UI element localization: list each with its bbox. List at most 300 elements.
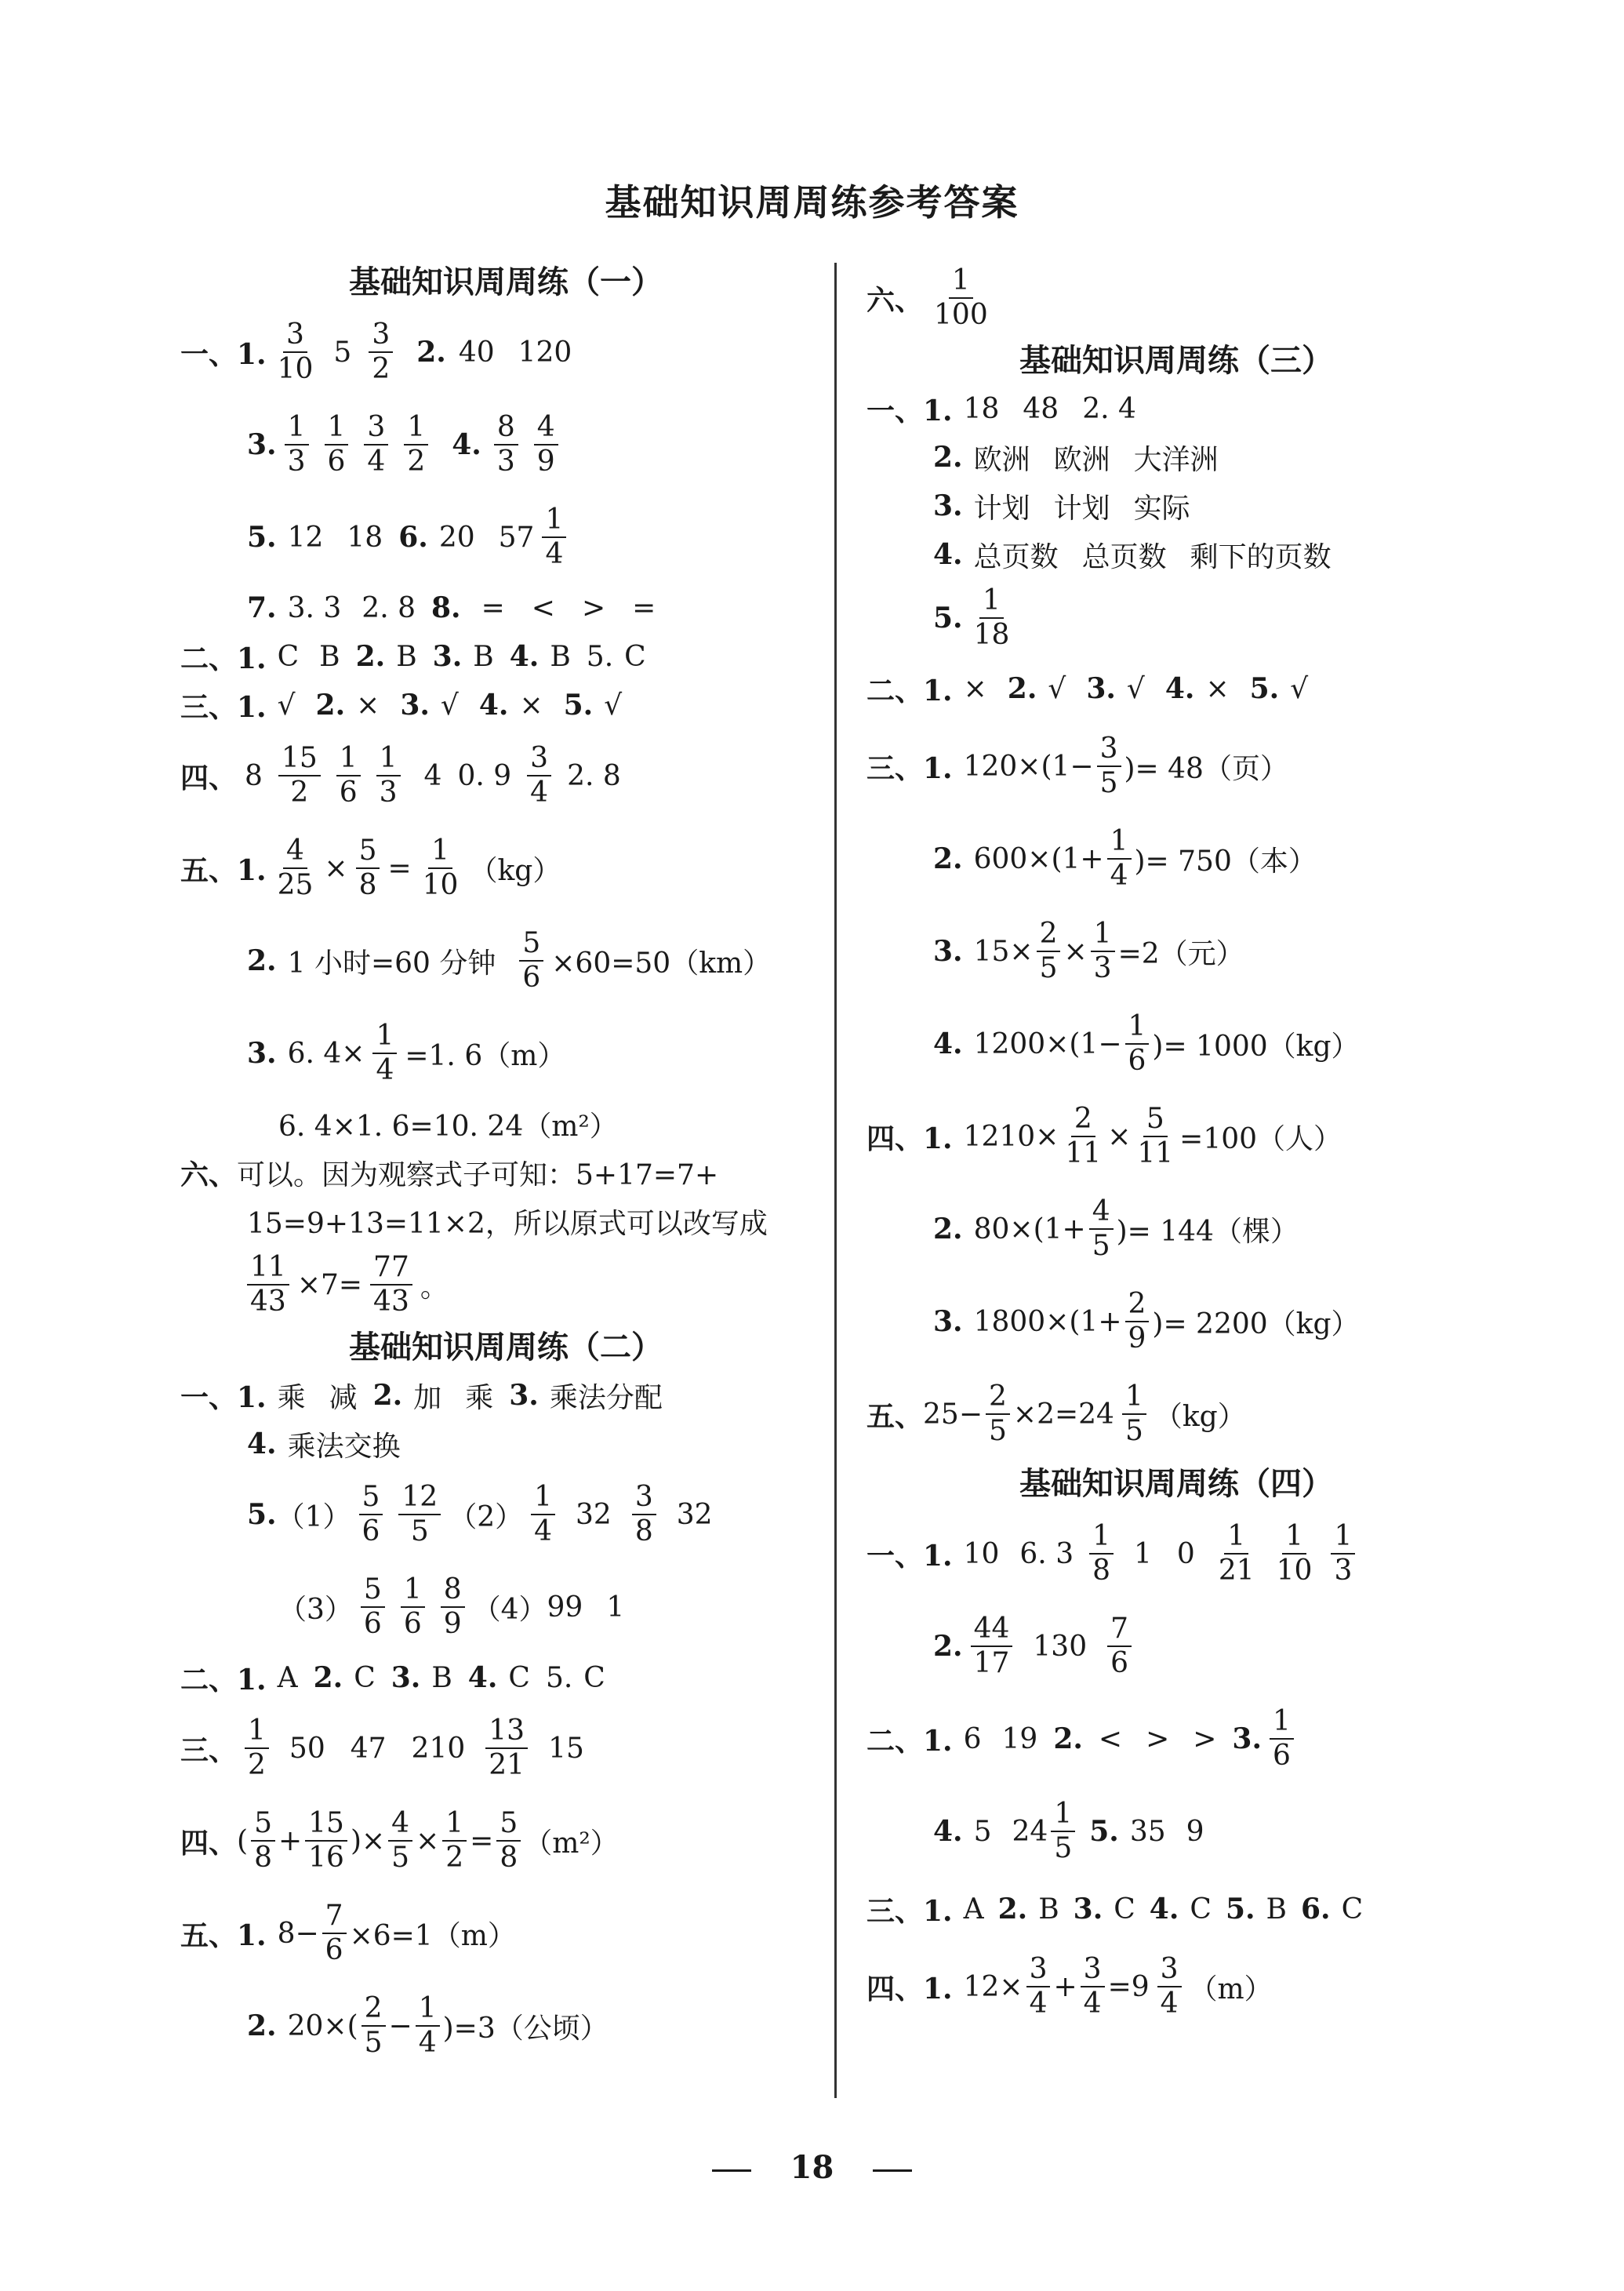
answer-text: 乘法交换 <box>287 1430 401 1463</box>
fraction <box>245 1716 269 1780</box>
denominator: 6 <box>325 1934 343 1966</box>
fraction <box>1107 827 1132 891</box>
numerator: 3 <box>1157 1955 1182 1987</box>
answer-text: )× <box>350 1824 386 1857</box>
answer-text: 2. <box>933 1213 963 1246</box>
fraction <box>1125 1012 1150 1076</box>
answer-text: 1 <box>606 1591 625 1624</box>
denominator: 10 <box>1276 1555 1313 1587</box>
answer-text: √ <box>1048 672 1066 705</box>
answer-text: 2. <box>933 1630 963 1663</box>
numerator: 2 <box>986 1382 1010 1415</box>
answer-text: 5. <box>563 689 594 722</box>
answer-text: = <box>632 591 656 624</box>
answer-text: 120×(1− <box>963 750 1094 783</box>
answer-line <box>180 1980 831 2072</box>
answer-text: 2. <box>933 441 963 474</box>
numerator: 8 <box>494 413 518 445</box>
answer-text: = <box>470 1824 494 1857</box>
numerator: 3 <box>1081 1955 1105 1987</box>
answer-text: 计划 <box>973 492 1030 525</box>
answer-text: C <box>508 1661 530 1694</box>
numerator: 1 <box>372 1021 397 1054</box>
answer-text: 4. <box>467 1661 498 1694</box>
numerator: 1 <box>428 836 452 869</box>
fraction <box>359 1482 383 1547</box>
numerator: 1 <box>442 1809 467 1842</box>
numerator: 5 <box>1143 1104 1168 1137</box>
answer-text: ×60=50（km） <box>551 947 772 980</box>
numerator: 5 <box>251 1809 275 1842</box>
answer-text: 二、1. <box>866 674 953 707</box>
answer-text: 6. <box>1301 1893 1331 1926</box>
answer-line <box>180 632 831 681</box>
numerator: 1 <box>1282 1522 1306 1555</box>
fraction <box>1089 1522 1114 1586</box>
answer-line <box>180 1246 831 1324</box>
answer-text: 1800×(1+ <box>973 1305 1122 1338</box>
fraction <box>305 1809 347 1873</box>
denominator: 5 <box>1092 1230 1110 1262</box>
answer-text: 5 <box>973 1815 992 1848</box>
numerator: 4 <box>283 836 307 869</box>
answer-text: × <box>963 672 987 705</box>
answer-text: 2. <box>355 640 386 673</box>
denominator: 9 <box>536 445 555 478</box>
numerator: 5 <box>359 1482 383 1515</box>
fraction <box>369 320 393 384</box>
answer-text: 五、 <box>866 1399 924 1433</box>
answer-text: √ <box>1126 672 1145 705</box>
answer-text: 3. <box>432 640 463 673</box>
denominator: 2 <box>248 1749 266 1781</box>
answer-text: ×2=24 <box>1012 1398 1114 1431</box>
denominator: 6 <box>339 776 358 809</box>
denominator: 5 <box>1054 1832 1073 1864</box>
numerator: 1 <box>1270 1707 1294 1740</box>
answer-text: 一、1. <box>180 1380 267 1414</box>
answer-text: 6. 4× <box>287 1037 365 1070</box>
answer-line <box>180 1100 831 1148</box>
fraction <box>370 1253 412 1317</box>
answer-text: 32 <box>576 1498 612 1531</box>
fraction <box>1091 919 1115 984</box>
answer-text: C <box>277 640 300 673</box>
answer-line <box>866 259 1486 337</box>
answer-text: 600×(1+ <box>973 842 1104 875</box>
denominator: 3 <box>287 445 306 478</box>
numerator: 77 <box>370 1253 412 1286</box>
denominator: 4 <box>1029 1987 1048 2020</box>
answer-text: 一、1. <box>866 1539 953 1573</box>
denominator: 9 <box>1128 1322 1146 1355</box>
numerator: 3 <box>283 320 307 353</box>
answer-text: 一、1. <box>180 337 267 371</box>
section-heading-3: 基础知识周周练（三） <box>1019 342 1333 379</box>
answer-text: > <box>1193 1722 1217 1755</box>
answer-text: × <box>1205 672 1230 705</box>
answer-line <box>866 1878 1486 1940</box>
answer-text: 3. <box>400 689 430 722</box>
left-column <box>180 259 831 2072</box>
denominator: 4 <box>1160 1987 1179 2020</box>
fraction <box>404 413 428 477</box>
answer-line <box>180 1468 831 1561</box>
answer-line <box>180 1148 831 1197</box>
denominator: 10 <box>422 869 459 901</box>
answer-line <box>180 915 831 1007</box>
answer-text: （2） <box>449 1500 524 1533</box>
answer-line <box>866 1940 1486 2033</box>
answer-line <box>866 1275 1486 1368</box>
answer-text: A <box>963 1893 984 1926</box>
answer-line <box>180 306 831 398</box>
answer-line <box>180 1795 831 1887</box>
answer-text: 2. <box>313 1661 343 1694</box>
numerator: 1 <box>285 413 309 445</box>
answer-text: 130 <box>1033 1630 1088 1663</box>
fraction <box>531 1482 555 1547</box>
answer-text: 48 <box>1023 392 1059 425</box>
numerator: 5 <box>356 836 380 869</box>
denominator: 6 <box>327 445 346 478</box>
answer-text: × <box>1107 1120 1132 1153</box>
answer-text: = <box>481 591 505 624</box>
fraction <box>1062 1104 1104 1169</box>
answer-text: 二、1. <box>866 1724 953 1758</box>
answer-text: 4. <box>1149 1893 1179 1926</box>
denominator: 5 <box>989 1415 1007 1447</box>
dash-left <box>712 2169 751 2172</box>
answer-text: 欧洲 <box>1053 443 1110 476</box>
fraction <box>278 744 321 808</box>
denominator: 5 <box>410 1515 429 1547</box>
answer-text: 1200×(1− <box>973 1027 1122 1060</box>
fraction <box>632 1482 656 1547</box>
answer-text: 4. <box>452 428 481 461</box>
answer-text: 4. <box>1164 672 1195 705</box>
answer-text: √ <box>277 689 296 722</box>
denominator: 8 <box>500 1842 518 1874</box>
answer-text: 2. 8 <box>361 591 416 624</box>
fraction <box>376 744 401 808</box>
fraction <box>1089 1197 1114 1261</box>
answer-line <box>866 579 1486 657</box>
answer-text: × <box>1063 935 1088 968</box>
answer-text: 3. <box>933 1305 963 1338</box>
numerator: 3 <box>364 413 388 445</box>
answer-text: 三、1. <box>180 690 267 724</box>
answer-text: 120 <box>518 336 572 369</box>
answer-text: 2. <box>247 944 277 977</box>
answer-text: 6. <box>398 521 428 554</box>
numerator: 2 <box>361 1994 386 2027</box>
fraction <box>274 836 317 900</box>
denominator: 6 <box>522 962 541 994</box>
answer-text: )= 144（棵） <box>1116 1215 1299 1248</box>
numerator: 3 <box>1097 734 1121 767</box>
fraction <box>931 266 991 330</box>
answer-text: 4. <box>478 689 509 722</box>
denominator: 8 <box>254 1842 272 1874</box>
answer-text: 15× <box>973 935 1034 968</box>
fraction <box>485 1716 528 1780</box>
answer-text: 210 <box>411 1732 466 1765</box>
answer-text: 4 <box>423 759 442 792</box>
denominator: 6 <box>361 1515 380 1547</box>
numerator: 1 <box>404 413 428 445</box>
answer-text: 6. 3 <box>1019 1537 1074 1570</box>
answer-text: 5. <box>933 602 963 635</box>
numerator: 3 <box>527 744 551 776</box>
answer-line <box>866 1183 1486 1275</box>
answer-text: 减 <box>329 1381 358 1414</box>
fraction <box>986 1382 1010 1446</box>
numerator: 13 <box>485 1716 528 1749</box>
numerator: 3 <box>632 1482 656 1515</box>
answer-text: = <box>387 852 412 885</box>
answer-text: ( <box>237 1824 249 1857</box>
numerator: 44 <box>971 1614 1013 1647</box>
answer-text: 二、1. <box>180 1663 267 1696</box>
numerator: 15 <box>278 744 321 776</box>
answer-text: 50 <box>289 1732 325 1765</box>
answer-text: 47 <box>350 1732 387 1765</box>
numerator: 1 <box>416 1994 440 2027</box>
fraction <box>542 505 566 569</box>
fraction <box>1097 734 1121 798</box>
answer-text: 实际 <box>1133 492 1190 525</box>
answer-text: 4. <box>933 538 963 571</box>
numerator: 1 <box>376 744 401 776</box>
answer-line <box>180 1887 831 1980</box>
fraction <box>1051 1799 1075 1864</box>
answer-text: )= 750（本） <box>1134 845 1317 878</box>
fraction <box>322 1901 347 1966</box>
numerator: 1 <box>1125 1012 1150 1045</box>
fraction <box>247 1253 289 1317</box>
answer-text: A <box>277 1661 298 1694</box>
answer-text: 2. 4 <box>1082 392 1136 425</box>
answer-text: 欧洲 <box>973 443 1030 476</box>
answer-text: 18 <box>963 392 1000 425</box>
numerator: 1 <box>401 1575 425 1608</box>
answer-line <box>866 1693 1486 1785</box>
answer-text: 四、1. <box>866 1122 953 1155</box>
answer-text: 0 <box>1176 1537 1195 1570</box>
denominator: 3 <box>379 776 398 809</box>
answer-text: − <box>388 2009 412 2042</box>
numerator: 4 <box>388 1809 412 1842</box>
answer-text: 剩下的页数 <box>1190 540 1332 573</box>
answer-text: 六、 <box>866 283 924 317</box>
answer-text: 5. <box>545 1661 573 1694</box>
answer-line <box>866 1368 1486 1460</box>
answer-text: C <box>583 1661 605 1694</box>
denominator: 4 <box>534 1515 553 1547</box>
denominator: 2 <box>445 1842 464 1874</box>
numerator: 4 <box>534 413 558 445</box>
fraction <box>441 1575 465 1639</box>
numerator: 1 <box>1107 827 1132 860</box>
denominator: 43 <box>373 1286 409 1318</box>
answer-text: √ <box>440 689 459 722</box>
denominator: 8 <box>358 869 377 901</box>
answer-text: 99 <box>547 1591 583 1624</box>
answer-text: 20 <box>438 521 475 554</box>
answer-text: （1） <box>276 1500 351 1533</box>
answer-text: 3. <box>391 1661 421 1694</box>
answer-text: 18 <box>347 521 383 554</box>
numerator: 5 <box>519 929 543 962</box>
fraction <box>372 1021 397 1085</box>
fraction <box>1270 1707 1294 1771</box>
answer-text: 6 <box>963 1722 982 1755</box>
answer-text: 3. <box>933 489 963 522</box>
answer-line <box>180 1197 831 1246</box>
numerator: 1 <box>245 1716 269 1749</box>
denominator: 3 <box>1093 952 1112 984</box>
answer-text: 3. <box>509 1379 539 1412</box>
fraction <box>1037 919 1061 984</box>
numerator: 5 <box>361 1575 385 1608</box>
fraction <box>251 1809 275 1873</box>
answer-text: B <box>550 640 571 673</box>
denominator: 8 <box>1092 1555 1111 1587</box>
fraction <box>1107 1614 1132 1678</box>
answer-text: 四、 <box>180 761 238 795</box>
answer-text: =9 <box>1107 1970 1150 2003</box>
numerator: 1 <box>1331 1522 1355 1555</box>
answer-text: × <box>416 1824 440 1857</box>
answer-line <box>866 1600 1486 1693</box>
answer-line <box>866 384 1486 433</box>
fraction <box>416 1994 440 2058</box>
answer-text: C <box>1190 1893 1212 1926</box>
fraction <box>971 586 1013 650</box>
answer-text: B <box>473 640 494 673</box>
numerator: 1 <box>979 586 1004 619</box>
fraction <box>1122 1382 1146 1446</box>
answer-text: B <box>396 640 417 673</box>
answer-text: 加 <box>413 1381 442 1414</box>
answer-text: 35 <box>1129 1815 1166 1848</box>
denominator: 3 <box>1334 1555 1353 1587</box>
answer-text: B <box>431 1661 452 1694</box>
answer-text: B <box>1038 1893 1059 1926</box>
answer-line <box>180 1702 831 1795</box>
denominator: 5 <box>1039 952 1058 984</box>
right-column <box>866 259 1486 2033</box>
answer-text: 4. <box>933 1027 963 1060</box>
answer-text: 19 <box>1001 1722 1038 1755</box>
fraction <box>1273 1522 1316 1586</box>
denominator: 11 <box>1065 1137 1102 1169</box>
answer-text: 12× <box>963 1970 1023 2003</box>
denominator: 21 <box>1218 1555 1255 1587</box>
page-title: 基础知识周周练参考答案 <box>605 181 1019 224</box>
denominator: 17 <box>973 1647 1010 1679</box>
fraction <box>274 320 317 384</box>
answer-line <box>180 1007 831 1100</box>
answer-text: 5. <box>1249 672 1280 705</box>
answer-line <box>180 681 831 729</box>
numerator: 1 <box>1089 1522 1114 1555</box>
answer-text: 5. <box>586 640 614 673</box>
answer-text: 18 <box>790 2149 834 2186</box>
answer-text: 2. <box>247 2009 277 2042</box>
denominator: 100 <box>934 299 988 331</box>
answer-text: 总页数 <box>973 540 1059 573</box>
answer-text: )= 1000（kg） <box>1152 1030 1360 1063</box>
answer-text: 3. <box>1232 1722 1263 1755</box>
numerator: 1 <box>1224 1522 1248 1555</box>
answer-text: 5 <box>333 336 352 369</box>
fraction <box>398 1482 441 1547</box>
answer-text: 乘 <box>277 1381 306 1414</box>
answer-text: < <box>1098 1722 1123 1755</box>
answer-text: 2. <box>933 842 963 875</box>
numerator: 1 <box>1122 1382 1146 1415</box>
answer-text: 57 <box>498 521 535 554</box>
answer-text: 0. 9 <box>457 759 512 792</box>
fraction <box>364 413 388 477</box>
answer-text: 10 <box>963 1537 1000 1570</box>
answer-text: 3. <box>247 1037 277 1070</box>
fraction <box>1215 1522 1258 1586</box>
answer-line <box>180 1561 831 1653</box>
answer-text: 3. <box>933 935 963 968</box>
numerator: 1 <box>542 505 566 538</box>
fraction <box>1134 1104 1176 1169</box>
denominator: 25 <box>277 869 314 901</box>
answer-line <box>866 1090 1486 1183</box>
answer-text: 2. <box>416 336 446 369</box>
answer-text: > <box>1146 1722 1170 1755</box>
answer-line <box>180 491 831 584</box>
answer-line <box>866 433 1486 482</box>
answer-line <box>866 530 1486 579</box>
numerator: 2 <box>1071 1104 1095 1137</box>
fraction <box>325 413 349 477</box>
answer-text: 8− <box>277 1917 319 1950</box>
answer-text: 乘 <box>465 1381 494 1414</box>
answer-line <box>866 905 1486 998</box>
answer-text: 3. 3 <box>287 591 342 624</box>
denominator: 5 <box>364 2027 383 2059</box>
fraction <box>971 1614 1013 1678</box>
answer-line <box>866 720 1486 813</box>
denominator: 16 <box>308 1842 344 1874</box>
fraction <box>401 1575 425 1639</box>
answer-text: （m²） <box>524 1827 619 1860</box>
numerator: 1 <box>336 744 361 776</box>
answer-text: C <box>624 640 646 673</box>
numerator: 15 <box>305 1809 347 1842</box>
answer-text: )= 48（页） <box>1124 752 1288 785</box>
denominator: 4 <box>1110 860 1128 892</box>
denominator: 43 <box>250 1286 286 1318</box>
answer-text: 一、1. <box>866 394 953 427</box>
page-number <box>0 2149 1624 2186</box>
answer-text: > <box>581 591 606 624</box>
answer-text: 40 <box>458 336 495 369</box>
answer-text: （kg） <box>1154 1400 1246 1433</box>
answer-line <box>866 813 1486 905</box>
answer-text: =100（人） <box>1179 1122 1342 1155</box>
fraction <box>1331 1522 1355 1586</box>
answer-text: 2. <box>1053 1722 1083 1755</box>
